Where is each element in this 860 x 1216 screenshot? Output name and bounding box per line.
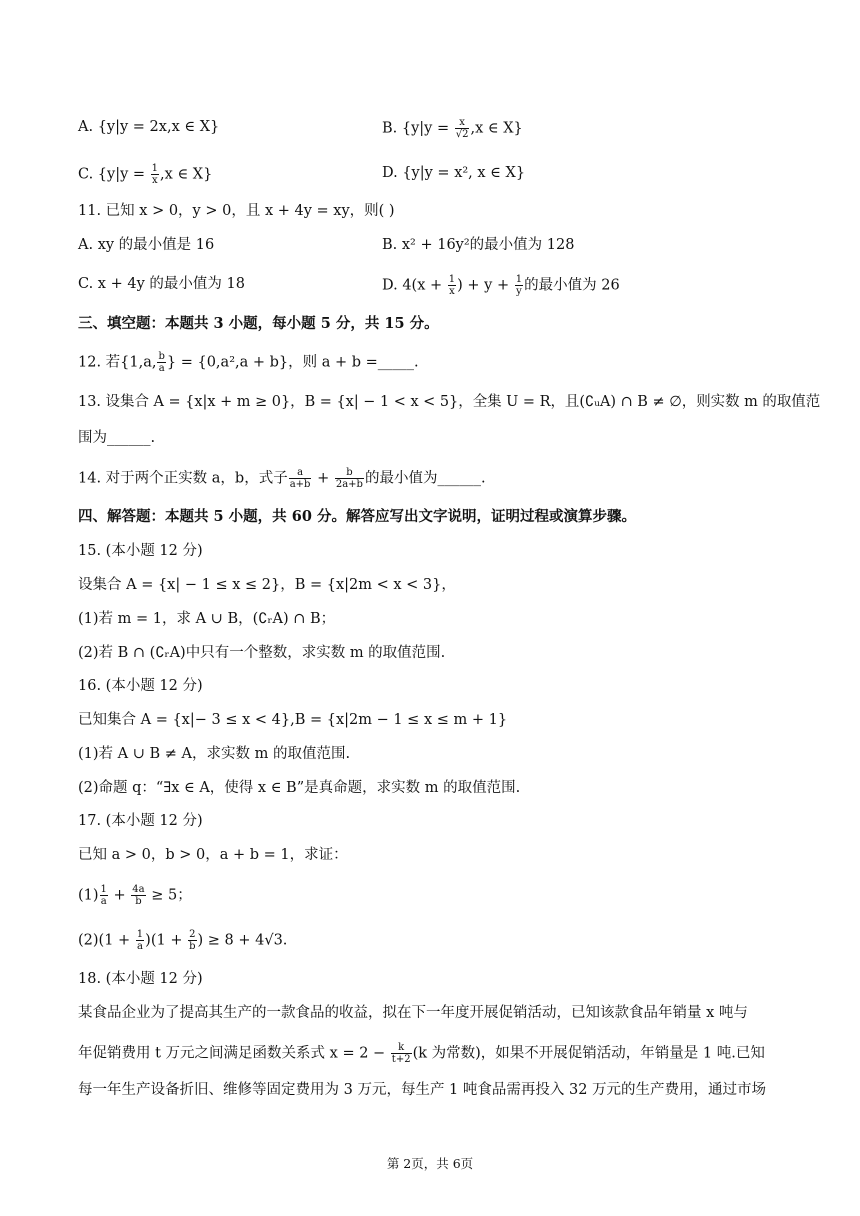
q17-line-2: (1) $\frac{1}{a}$ + $\frac{4a}{b}$ ≥ 5； bbox=[78, 884, 192, 907]
fraction: $\frac{1}{a}$ bbox=[100, 884, 107, 907]
fraction: $\frac{a}{a+b}$ bbox=[289, 467, 311, 490]
q10-option-d: D. {y|y = x², x ∈ X} bbox=[382, 165, 526, 181]
fraction: $\frac{1}{y}$ bbox=[515, 274, 523, 297]
q15-line-2: (1)若 m = 1，求 A ∪ B，(∁ᵣA) ∩ B； bbox=[78, 611, 336, 627]
fraction: $\frac{4a}{b}$ bbox=[132, 884, 145, 907]
q17-line-3: (2)(1 + $\frac{1}{a}$ )(1 + $\frac{2}{b}$ ) ≥ 8 + 4√3. bbox=[78, 929, 288, 952]
q13-line-1: 13. 设集合 A = {x|x + m ≥ 0}，B = {x| − 1 < x < 5}，全集 U = R，且(∁ᵤA) ∩ B ≠ ∅，则实数 m 的取值范 bbox=[78, 394, 821, 410]
fraction: $\frac{1}{a}$ bbox=[136, 929, 144, 952]
q11-option-d: D. 4(x + $\frac{1}{x}$ ) + y + $\frac{1}{y}$ 的最小值为 26 bbox=[382, 274, 620, 297]
q16-heading: 16. (本小题 12 分) bbox=[78, 678, 203, 694]
q15-heading: 15. (本小题 12 分) bbox=[78, 543, 203, 559]
q13-line-2: 围为______. bbox=[78, 430, 156, 446]
q11-option-b: B. x² + 16y²的最小值为 128 bbox=[382, 237, 575, 253]
q18-heading: 18. (本小题 12 分) bbox=[78, 971, 203, 987]
q11-option-c: C. x + 4y 的最小值为 18 bbox=[78, 276, 245, 292]
q14: 14. 对于两个正实数 a，b，式子 $\frac{a}{a+b}$ + $\frac{b}{2a+b}$ 的最小值为______. bbox=[78, 467, 486, 490]
fraction: $\frac{b}{a}$ bbox=[158, 351, 165, 374]
q10-option-a: A. {y|y = 2x,x ∈ X} bbox=[78, 119, 220, 135]
q18-line-2: 年促销费用 t 万元之间满足函数关系式 x = 2 − $\frac{k}{t+2}$ (k 为常数)，如果不开展促销活动，年销量是 1 吨.已知 bbox=[78, 1042, 765, 1065]
q16-line-2: (1)若 A ∪ B ≠ A，求实数 m 的取值范围. bbox=[78, 746, 351, 762]
q15-line-3: (2)若 B ∩ (∁ᵣA)中只有一个整数，求实数 m 的取值范围. bbox=[78, 645, 446, 661]
q17-heading: 17. (本小题 12 分) bbox=[78, 813, 203, 829]
section-4-heading: 四、解答题：本题共 5 小题，共 60 分。解答应写出文字说明，证明过程或演算步骤。 bbox=[78, 508, 636, 525]
q10-option-c: C. {y|y = $\frac{1}{x}$ ,x ∈ X} bbox=[78, 163, 213, 186]
page-footer: 第 2页，共 6页 bbox=[386, 1156, 474, 1171]
q16-line-3: (2)命题 q：“∃x ∈ A，使得 x ∈ B”是真命题，求实数 m 的取值范围. bbox=[78, 780, 521, 796]
q10-option-b: B. {y|y = $\frac{x}{√2}$ ,x ∈ X} bbox=[382, 117, 523, 140]
fraction: $\frac{1}{x}$ bbox=[151, 163, 159, 186]
fraction: $\frac{2}{b}$ bbox=[189, 929, 196, 952]
q18-line-3: 每一年生产设备折旧、维修等固定费用为 3 万元，每生产 1 吨食品需再投入 32 万元的生产费用，通过市场 bbox=[78, 1082, 767, 1098]
fraction: $\frac{1}{x}$ bbox=[448, 274, 456, 297]
q11-stem: 11. 已知 x > 0，y > 0，且 x + 4y = xy，则( ) bbox=[78, 203, 395, 219]
fraction: $\frac{k}{t+2}$ bbox=[391, 1042, 411, 1065]
q17-line-1: 已知 a > 0，b > 0，a + b = 1，求证： bbox=[78, 847, 348, 863]
q16-line-1: 已知集合 A = {x|− 3 ≤ x < 4},B = {x|2m − 1 ≤ x ≤ m + 1} bbox=[78, 712, 508, 728]
fraction: $\frac{b}{2a+b}$ bbox=[335, 467, 363, 490]
q18-line-1: 某食品企业为了提高其生产的一款食品的收益，拟在下一年度开展促销活动，已知该款食品年销量 x 吨与 bbox=[78, 1005, 748, 1021]
section-3-heading: 三、填空题：本题共 3 小题，每小题 5 分，共 15 分。 bbox=[78, 315, 439, 332]
q12: 12. 若{1,a, $\frac{b}{a}$ } = {0,a²,a + b}，则 a + b =_____. bbox=[78, 351, 419, 374]
fraction: $\frac{x}{√2}$ bbox=[455, 117, 469, 140]
q11-option-a: A. xy 的最小值是 16 bbox=[78, 237, 215, 253]
q15-line-1: 设集合 A = {x| − 1 ≤ x ≤ 2}，B = {x|2m < x < 3}， bbox=[78, 577, 456, 593]
